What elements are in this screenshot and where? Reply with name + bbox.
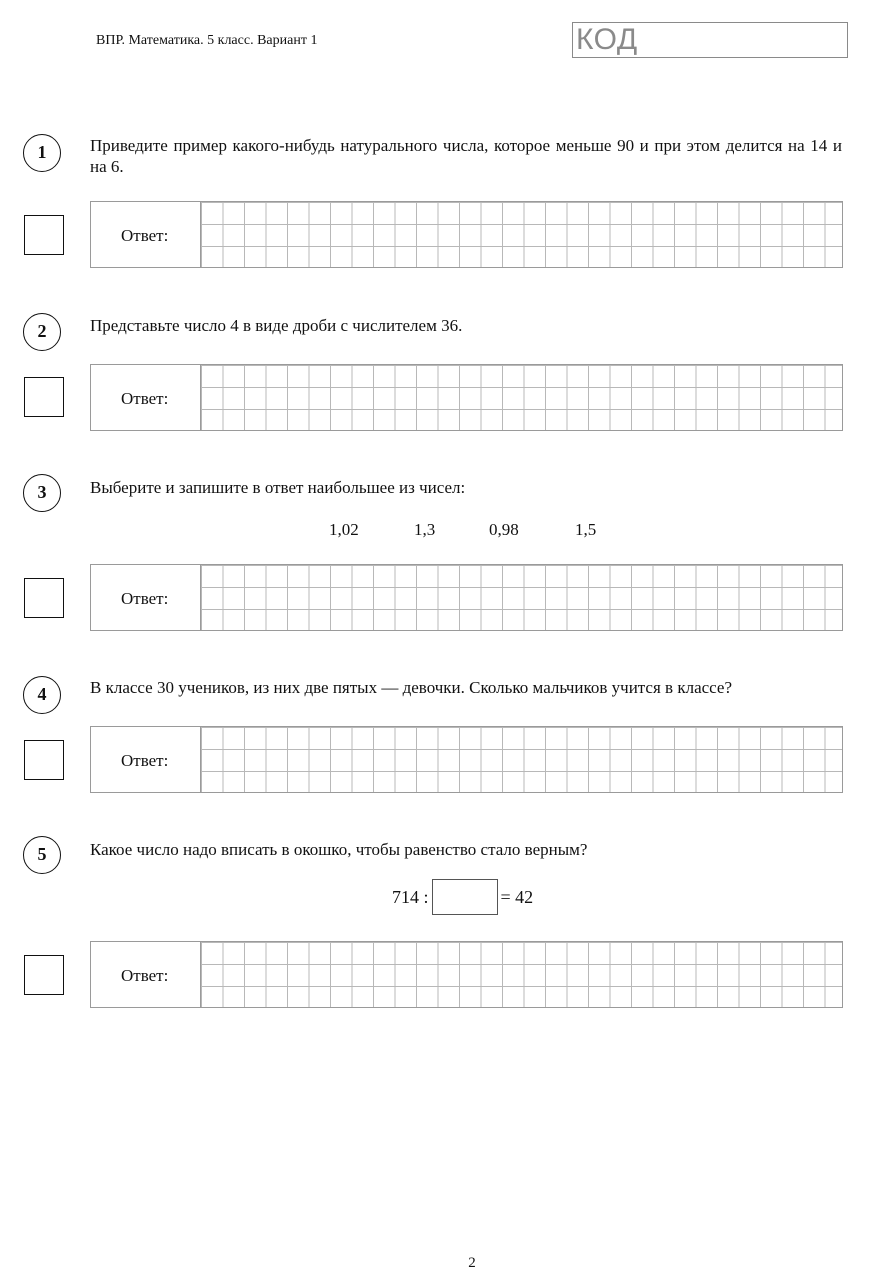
answer-label: Ответ: <box>90 726 200 793</box>
equation <box>392 878 533 916</box>
answer-grid-2[interactable] <box>200 364 843 431</box>
number-option: 0,98 <box>489 520 519 539</box>
number-option: 1,5 <box>575 520 597 539</box>
answer-label: Ответ: <box>90 941 200 1008</box>
page-number: 2 <box>468 1255 476 1271</box>
answer-row-1 <box>90 201 843 268</box>
document-header: ВПР. Математика. 5 класс. Вариант 1 <box>96 33 318 48</box>
score-box-1[interactable] <box>24 215 64 255</box>
task-number-5: 5 <box>23 836 61 874</box>
task-text-4: В классе 30 учеников, из них две пятых — девочки. Сколько мальчиков учится в классе? <box>90 678 732 697</box>
task-text-2: Представьте число 4 в виде дроби с числителем 36. <box>90 316 463 335</box>
answer-label: Ответ: <box>90 364 200 431</box>
answer-grid-1[interactable] <box>200 201 843 268</box>
answer-row-4 <box>90 726 843 793</box>
task-text-5: Какое число надо вписать в окошко, чтобы равенство стало верным? <box>90 840 588 859</box>
task-number-3: 3 <box>23 474 61 512</box>
task-text-3: Выберите и запишите в ответ наибольшее из чисел: <box>90 478 466 497</box>
answer-row-2 <box>90 364 843 431</box>
task-number-1: 1 <box>23 134 61 172</box>
answer-row-3 <box>90 564 843 631</box>
task-text-1: Приведите пример какого-нибудь натурального числа, которое меньше 90 и при этом делится на 14 и на 6. <box>90 136 842 176</box>
number-option: 1,02 <box>329 520 359 539</box>
answer-label: Ответ: <box>90 201 200 268</box>
answer-grid-4[interactable] <box>200 726 843 793</box>
equation-right: = 42 <box>500 886 534 907</box>
number-option: 1,3 <box>414 520 436 539</box>
answer-grid-5[interactable] <box>200 941 843 1008</box>
score-box-5[interactable] <box>24 955 64 995</box>
answer-row-5 <box>90 941 843 1008</box>
code-field[interactable]: КОД <box>572 22 848 58</box>
equation-left: 714 : <box>392 886 429 907</box>
task-number-4: 4 <box>23 676 61 714</box>
task-number-2: 2 <box>23 313 61 351</box>
score-box-4[interactable] <box>24 740 64 780</box>
score-box-3[interactable] <box>24 578 64 618</box>
score-box-2[interactable] <box>24 377 64 417</box>
equation-blank-box[interactable] <box>432 879 498 915</box>
answer-grid-3[interactable] <box>200 564 843 631</box>
answer-label: Ответ: <box>90 564 200 631</box>
